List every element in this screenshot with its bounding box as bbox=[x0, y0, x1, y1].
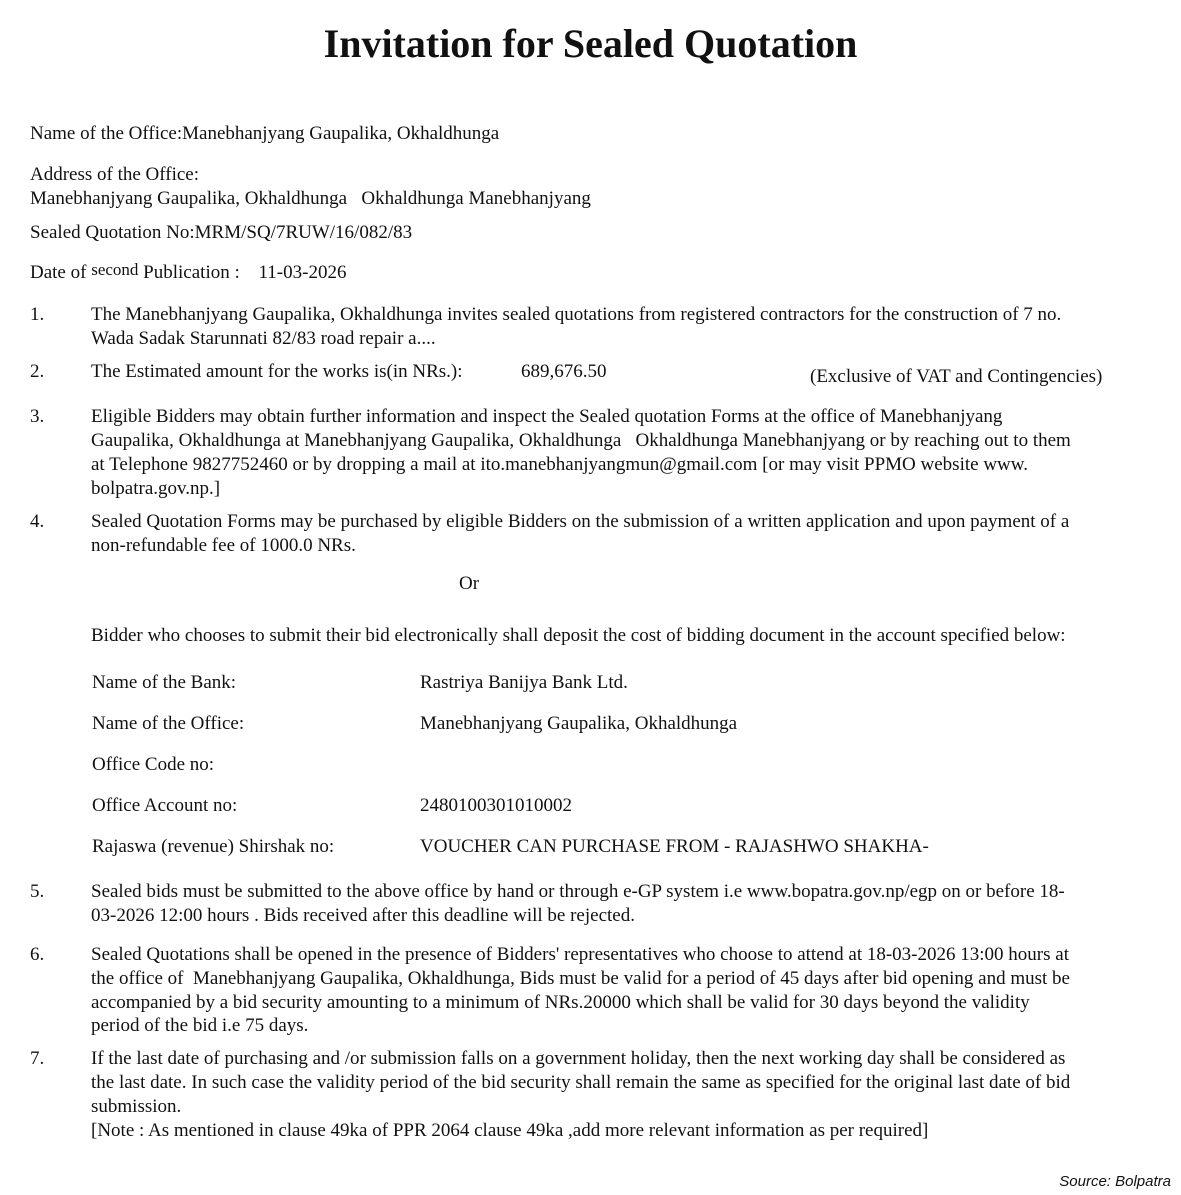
item-number: 3. bbox=[30, 406, 45, 427]
item-number: 1. bbox=[30, 304, 45, 325]
date-value: 11-03-2026 bbox=[258, 262, 347, 283]
bank-value: VOUCHER CAN PURCHASE FROM - RAJASHWO SHAKHA- bbox=[420, 836, 929, 857]
source-credit: Source: Bolpatra bbox=[1059, 1173, 1171, 1190]
item-number: 7. bbox=[30, 1048, 45, 1069]
item-line: If the last date of purchasing and /or submission falls on a government holiday, then the next working day shall be considered as bbox=[91, 1048, 1066, 1069]
item-note: [Note : As mentioned in clause 49ka of PPR 2064 clause 49ka ,add more relevant information as per required] bbox=[91, 1120, 929, 1141]
item-line: Sealed bids must be submitted to the above office by hand or through e-GP system i.e www.bopatra.gov.np/egp on or before 18- bbox=[91, 881, 1065, 902]
item-line: accompanied by a bid security amounting to a minimum of NRs.20000 which shall be valid for 30 days beyond the validity bbox=[91, 992, 1030, 1013]
item-number: 5. bbox=[30, 881, 45, 902]
bank-value: Manebhanjyang Gaupalika, Okhaldhunga bbox=[420, 713, 738, 734]
date-label: Publication : bbox=[143, 262, 240, 283]
date-prefix: Date of bbox=[30, 262, 87, 283]
item-number: 4. bbox=[30, 511, 45, 532]
bank-value: Rastriya Banijya Bank Ltd. bbox=[420, 672, 628, 693]
item-line: Gaupalika, Okhaldhunga at Manebhanjyang Gaupalika, Okhaldhunga Okhaldhunga Manebhanjyang or by reaching out to them bbox=[91, 430, 1071, 451]
item-line: Sealed Quotations shall be opened in the presence of Bidders' representatives who choose to attend at 18-03-2026 13:00 hours at bbox=[91, 944, 1069, 965]
item-line: Wada Sadak Starunnati 82/83 road repair a.... bbox=[91, 328, 436, 349]
item-line: Sealed Quotation Forms may be purchased by eligible Bidders on the submission of a written application and upon payment of a bbox=[91, 511, 1070, 532]
address-label: Address of the Office: bbox=[30, 164, 200, 185]
item-line: period of the bid i.e 75 days. bbox=[91, 1015, 309, 1036]
item-number: 2. bbox=[30, 361, 45, 382]
item-line: submission. bbox=[91, 1096, 182, 1117]
item-line: non-refundable fee of 1000.0 NRs. bbox=[91, 535, 356, 556]
bank-label: Name of the Bank: bbox=[92, 672, 237, 693]
item-line: at Telephone 9827752460 or by dropping a mail at ito.manebhanjyangmun@gmail.com [or may visit PPMO website www. bbox=[91, 454, 1028, 475]
bank-label: Office Code no: bbox=[92, 754, 215, 775]
amount-note: (Exclusive of VAT and Contingencies) bbox=[810, 366, 1103, 387]
address-value: Manebhanjyang Gaupalika, Okhaldhunga Okhaldhunga Manebhanjyang bbox=[30, 188, 591, 209]
item-line: The Estimated amount for the works is(in NRs.): bbox=[91, 361, 463, 382]
publication-date bbox=[30, 261, 346, 285]
document-title: Invitation for Sealed Quotation bbox=[323, 21, 858, 66]
item-line: the office of Manebhanjyang Gaupalika, Okhaldhunga, Bids must be valid for a period of 45 days after bid opening and must be bbox=[91, 968, 1070, 989]
item-number: 6. bbox=[30, 944, 45, 965]
item-line: bolpatra.gov.np.] bbox=[91, 478, 221, 499]
item-line: The Manebhanjyang Gaupalika, Okhaldhunga invites sealed quotations from registered contractors for the construction of 7 no. bbox=[91, 304, 1062, 325]
date-second: second bbox=[91, 260, 139, 279]
or-separator: Or bbox=[459, 573, 480, 594]
bank-label: Rajaswa (revenue) Shirshak no: bbox=[92, 836, 335, 857]
item-line: Eligible Bidders may obtain further information and inspect the Sealed quotation Forms at the office of Manebhanjyang bbox=[91, 406, 1003, 427]
bank-value: 2480100301010002 bbox=[420, 795, 572, 816]
estimated-amount: 689,676.50 bbox=[521, 361, 607, 382]
bank-label: Office Account no: bbox=[92, 795, 238, 816]
electronic-deposit-text: Bidder who chooses to submit their bid electronically shall deposit the cost of bidding document in the account specified below: bbox=[91, 625, 1066, 646]
sealed-quotation-no: Sealed Quotation No:MRM/SQ/7RUW/16/082/83 bbox=[30, 222, 413, 243]
item-line: the last date. In such case the validity period of the bid security shall remain the same as specified for the original last date of bid bbox=[91, 1072, 1071, 1093]
bank-label: Name of the Office: bbox=[92, 713, 245, 734]
office-name: Name of the Office:Manebhanjyang Gaupalika, Okhaldhunga bbox=[30, 123, 500, 144]
item-line: 03-2026 12:00 hours . Bids received after this deadline will be rejected. bbox=[91, 905, 635, 926]
